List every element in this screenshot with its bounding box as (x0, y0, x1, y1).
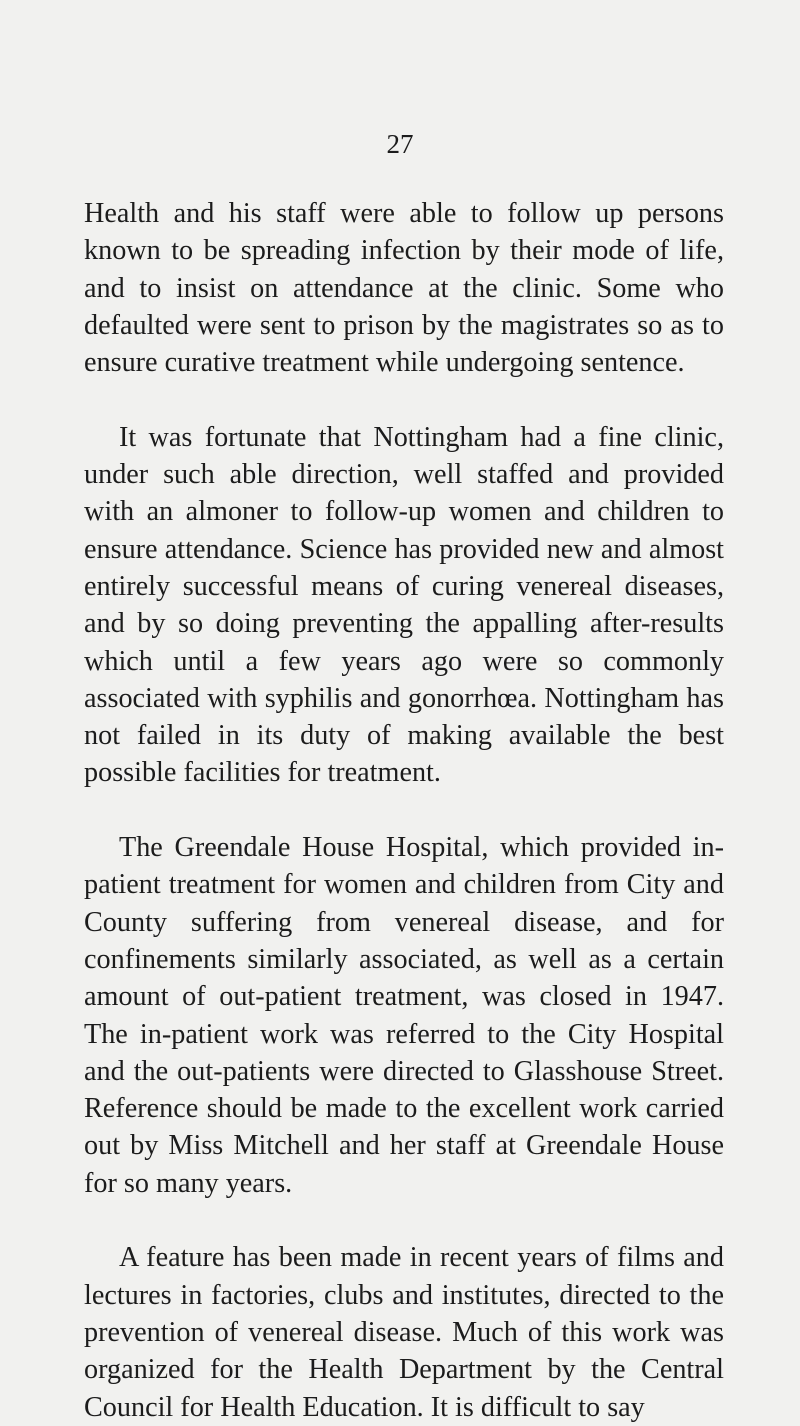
page-number: 27 (386, 129, 414, 159)
paragraph-films-lectures: A feature has been made in recent years of films and lectures in factories, clubs and institutes, directed to the prevention of venereal disease. Much of this work was organized for the Health Department by the Central Council for Health Education. It is difficult to say (84, 1242, 724, 1423)
paragraph-greendale-hospital: The Greendale House Hospital, which provided in-patient treatment for women and children from City and County suffering from venereal disease, and for confinements similarly associated, as well as a certain amount of out-patient treatment, was closed in 1947. The in-patient work was referred to the City Hospital and the out-patients were directed to Glasshouse Street. Reference should be made to the excellent work carried out by Miss Mitchell and her staff at Greendale House for so many years. (84, 832, 724, 1199)
paragraph-health-staff: Health and his staff were able to follow up persons known to be spreading infection by their mode of life, and to insist on attendance at the clinic. Some who defaulted were sent to prison by the magistrates so as to ensure curative treatment while undergoing sentence. (84, 198, 724, 379)
paragraph-nottingham-clinic: It was fortunate that Nottingham had a fine clinic, under such able direction, well staffed and provided with an almoner to follow-up women and children to ensure attendance. Science has provided new and almost entirely successful means of curing venereal diseases, and by so doing preventing the appalling after-results which until a few years ago were so commonly associated with syphilis and gonorrhœa. Nottingham has not failed in its duty of making available the best possible facilities for treatment. (84, 421, 724, 789)
body-text (84, 195, 724, 1426)
